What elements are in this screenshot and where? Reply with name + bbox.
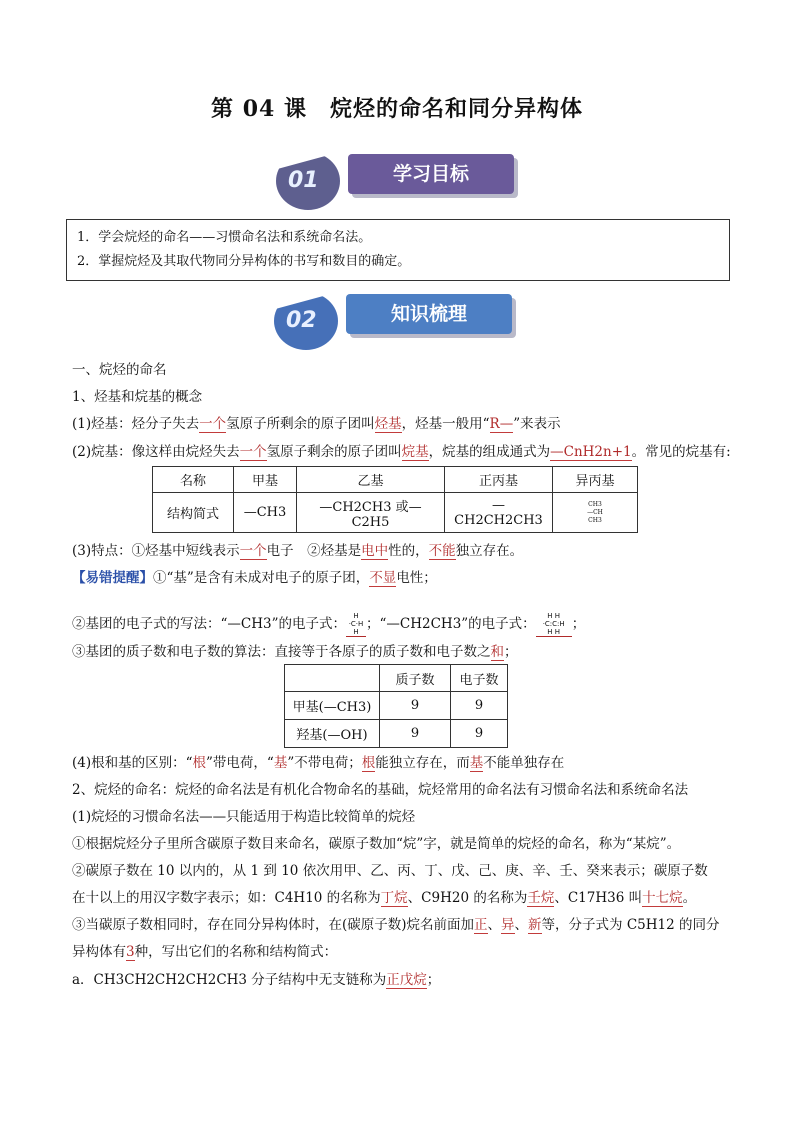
rule-2-line-1: ②碳原子数在 10 以内的，从 1 到 10 依次用甲、乙、丙、丁、戊、己、庚、辛、壬、癸来表示；碳原子数 [72,863,708,879]
table-cell [285,665,380,692]
electron-dot-ch3: H ·C·H H [346,612,366,637]
section-header-knowledge [274,292,524,352]
goal-item: 1．学会烷烃的命名——习惯命名法和系统命名法。 [77,230,372,245]
table-cell: 结构简式 [153,493,234,533]
table-cell: 异丙基 [553,467,638,493]
table-row [285,720,508,748]
section-label-bar [348,154,514,194]
heading-common-naming: (1)烷烃的习惯命名法——只能适用于构造比较简单的烷烃 [72,809,416,825]
heading-alkane-naming: 2、烷烃的命名：烷烃的命名法是有机化合物命名的基础，烷烃常用的命名法有习惯命名法和系统命名法 [72,782,689,798]
para-hydrocarbyl: (1)烃基：烃分子失去一个氢原子所剩余的原子团叫烃基，烃基一般用“R—”来表示 [72,416,561,432]
count-table [284,664,508,748]
heading-concept: 1、烃基和烷基的概念 [72,389,203,405]
para-root-vs-group: (4)根和基的区别：“根”带电荷，“基”不带电荷；根能独立存在，而基不能单独存在 [72,755,565,771]
table-cell: —CH2CH3 或—C2H5 [297,493,445,533]
section-label: 学习目标 [392,163,469,185]
section-label: 知识梳理 [390,303,467,325]
table-cell: CH3 —CH CH3 [553,493,638,533]
table-row [285,692,508,720]
rule-1: ①根据烷烃分子里所含碳原子数目来命名，碳原子数加“烷”字，就是简单的烷烃的命名，称为“某烷”。 [72,836,681,852]
table-cell: 质子数 [380,665,451,692]
table-cell: 名称 [153,467,234,493]
section-number: 01 [288,168,319,193]
learning-goals-box [66,219,730,281]
table-cell: —CH2CH2CH3 [445,493,553,533]
table-cell: 羟基(—OH) [285,720,380,748]
table-row [285,665,508,692]
table-cell: —CH3 [234,493,297,533]
rule-a: a．CH3CH2CH2CH2CH3 分子结构中无支链称为正戊烷； [72,972,441,988]
table-row [153,467,638,493]
table-cell: 9 [380,692,451,720]
table-cell: 9 [451,692,508,720]
para-electron-formula: ②基团的电子式的写法：“—CH3”的电子式： H ·C·H H ；“—CH2CH3”的电子式： H H ·C:C:H H H ； [72,612,586,636]
electron-dot-c2h5: H H ·C:C:H H H [536,612,572,637]
para-features: (3)特点：①烃基中短线表示一个电子 ②烃基是电中性的，不能独立存在。 [72,543,524,559]
para-warning: 【易错提醒】①“基”是含有未成对电子的原子团，不显电性； [72,570,437,586]
table-cell: 甲基(—CH3) [285,692,380,720]
section-header-goals [276,152,526,212]
goal-item: 2．掌握烷烃及其取代物同分异构体的书写和数目的确定。 [77,254,411,269]
section-label-bar [346,294,512,334]
table-cell: 9 [380,720,451,748]
section-number: 02 [286,308,317,333]
table-cell: 乙基 [297,467,445,493]
alkyl-table [152,466,638,533]
page-title: 第 04 课 烷烃的命名和同分异构体 [211,96,583,122]
table-cell: 甲基 [234,467,297,493]
rule-3-line-2: 异构体有3种，写出它们的名称和结构简式： [72,944,338,960]
table-cell: 电子数 [451,665,508,692]
para-alkyl: (2)烷基：像这样由烷烃失去一个氢原子剩余的原子团叫烷基，烷基的组成通式为—CnH2n+1。常见的烷基有: [72,444,731,460]
rule-2-line-2: 在十以上的用汉字数字表示；如：C4H10 的名称为丁烷、C9H20 的名称为壬烷、C17H36 叫十七烷。 [72,890,697,906]
table-row [153,493,638,533]
table-cell: 9 [451,720,508,748]
heading-naming: 一、烷烃的命名 [72,362,167,378]
rule-3-line-1: ③当碳原子数相同时，存在同分异构体时，在(碳原子数)烷名前面加正、异、新等，分子式为 C5H12 的同分 [72,917,720,933]
table-cell: 正丙基 [445,467,553,493]
para-proton-count: ③基团的质子数和电子数的算法：直接等于各原子的质子数和电子数之和； [72,644,518,660]
